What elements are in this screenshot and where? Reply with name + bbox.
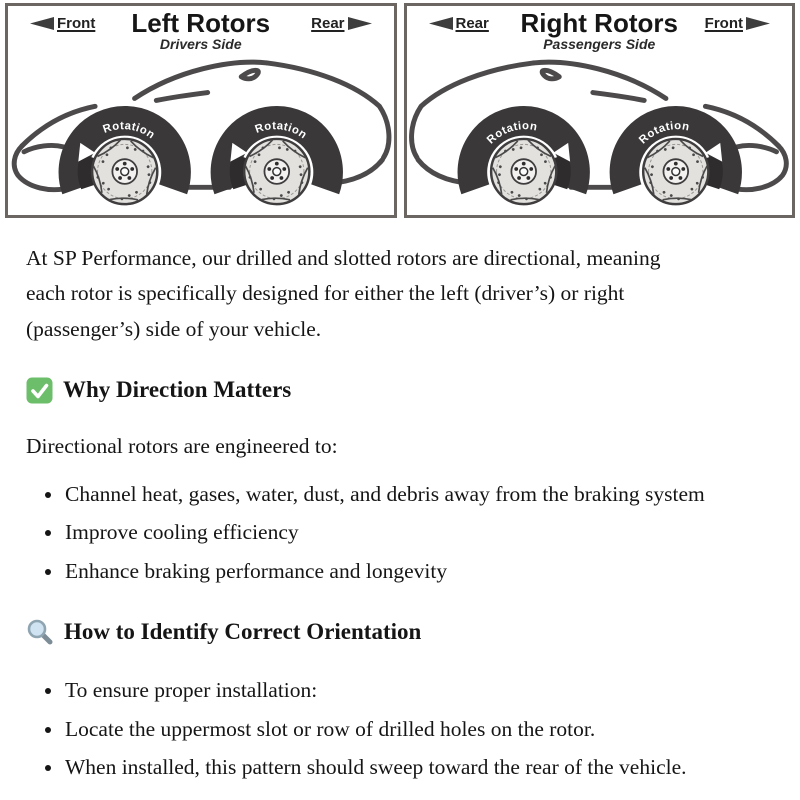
front-direction-label xyxy=(30,15,95,32)
left-arrow-icon xyxy=(429,17,453,30)
rotation-label: Rotation xyxy=(253,120,309,142)
magnifier-icon xyxy=(26,618,54,646)
rotor-direction-figure xyxy=(0,0,800,218)
intro-paragraph: At SP Performance, our drilled and slotted rotors are directional, meaning each rotor is specifically designed for either the left (driver’s) or right (passenger’s) side of your vehicle. xyxy=(26,246,661,341)
right-arrow-icon xyxy=(348,17,372,30)
left-rotors-panel xyxy=(5,3,397,218)
list-item: • To ensure proper installation: xyxy=(64,673,716,708)
left-arrow-icon xyxy=(30,17,54,30)
rotation-label: Rotation xyxy=(636,120,691,147)
right-rotors-panel xyxy=(404,3,796,218)
list-item: • When installed, this pattern should sweep toward the rear of the vehicle. xyxy=(64,750,716,785)
left-car-illustration xyxy=(8,55,394,213)
list-item: • Locate the uppermost slot or row of drilled holes on the rotor. xyxy=(64,712,716,747)
benefits-list xyxy=(26,477,774,589)
panel-subtitle: Passengers Side xyxy=(543,36,656,52)
rotation-label: Rotation xyxy=(484,120,538,147)
panel-subtitle: Drivers Side xyxy=(159,36,242,52)
direction-label-text: Rear xyxy=(311,15,345,32)
right-arrow-icon xyxy=(746,17,770,30)
orientation-list xyxy=(26,673,774,785)
right-car-illustration xyxy=(407,55,793,213)
panel-title: Left Rotors xyxy=(131,8,271,38)
rotation-label: Rotation xyxy=(101,120,157,142)
list-item: • Channel heat, gases, water, dust, and debris away from the braking system xyxy=(64,477,716,512)
direction-label-text: Front xyxy=(704,15,743,32)
lead-paragraph: Directional rotors are engineered to: xyxy=(26,434,338,459)
direction-label-text: Front xyxy=(57,15,96,32)
panel-title: Right Rotors xyxy=(520,8,678,38)
section-title: Why Direction Matters xyxy=(63,377,292,403)
list-item: • Improve cooling efficiency xyxy=(64,515,716,550)
article-body xyxy=(0,218,800,786)
check-icon xyxy=(26,377,53,404)
front-direction-label xyxy=(705,15,770,32)
rear-direction-label xyxy=(311,15,371,32)
rear-direction-label xyxy=(429,15,489,32)
section-why-direction-matters xyxy=(26,371,774,409)
list-item: • Enhance braking performance and longevity xyxy=(64,554,716,589)
section-identify-orientation xyxy=(26,613,774,651)
section-title: How to Identify Correct Orientation xyxy=(64,619,422,645)
direction-label-text: Rear xyxy=(455,15,489,32)
